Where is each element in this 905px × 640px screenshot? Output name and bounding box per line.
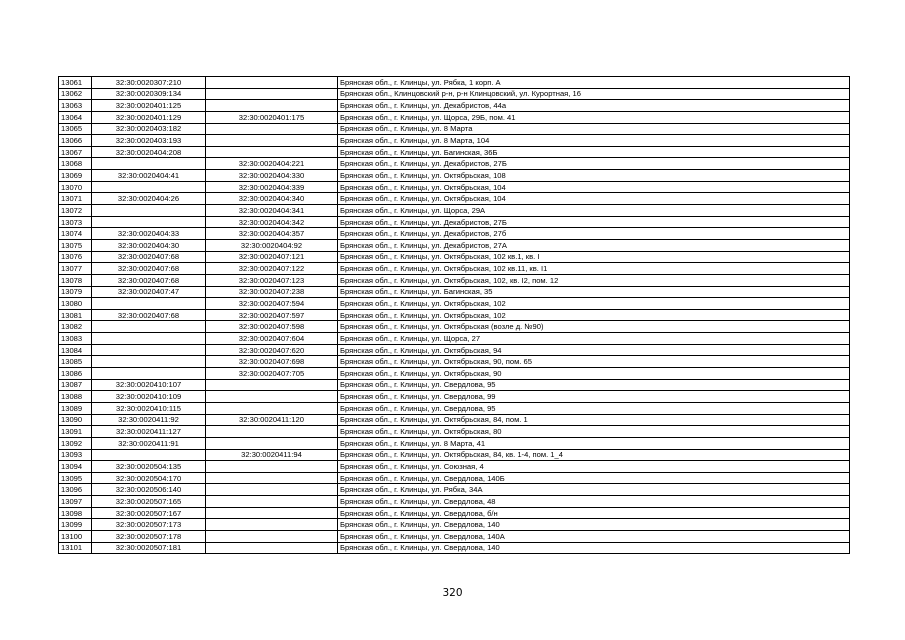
address-cell: Брянская обл., г. Клинцы, ул. Октябрьская, 108: [338, 170, 850, 182]
record-number-cell: 13089: [59, 402, 92, 414]
address-cell: Брянская обл., г. Клинцы, ул. Союзная, 4: [338, 461, 850, 473]
record-number-cell: 13090: [59, 414, 92, 426]
address-cell: Брянская обл., г. Клинцы, ул. 8 Марта: [338, 123, 850, 135]
address-cell: Брянская обл., г. Клинцы, ул. Щорса, 29А: [338, 205, 850, 217]
table-row: [59, 228, 850, 240]
cadastral-number-cell: 32:30:0020507:165: [92, 496, 206, 508]
record-number-cell: 13099: [59, 519, 92, 531]
cadastral-number-cell: 32:30:0020407:68: [92, 263, 206, 275]
table-row: [59, 100, 850, 112]
address-cell: Брянская обл., г. Клинцы, ул. Свердлова, 95: [338, 402, 850, 414]
record-number-cell: 13092: [59, 437, 92, 449]
table-row: [59, 426, 850, 438]
linked-cadastral-number-cell: 32:30:0020407:604: [206, 333, 338, 345]
record-number-cell: 13085: [59, 356, 92, 368]
cadastral-number-cell: 32:30:0020507:167: [92, 507, 206, 519]
cadastral-number-cell: 32:30:0020404:33: [92, 228, 206, 240]
cadastral-number-cell: 32:30:0020407:68: [92, 251, 206, 263]
record-number-cell: 13071: [59, 193, 92, 205]
table-row: [59, 298, 850, 310]
address-cell: Брянская обл., г. Клинцы, ул. Свердлова, 140А: [338, 530, 850, 542]
cadastral-number-cell: 32:30:0020403:193: [92, 135, 206, 147]
register-table-body: [59, 77, 850, 554]
linked-cadastral-number-cell: 32:30:0020404:357: [206, 228, 338, 240]
record-number-cell: 13073: [59, 216, 92, 228]
linked-cadastral-number-cell: [206, 507, 338, 519]
record-number-cell: 13075: [59, 239, 92, 251]
address-cell: Брянская обл., г. Клинцы, ул. Октябрьская, 104: [338, 181, 850, 193]
record-number-cell: 13062: [59, 88, 92, 100]
address-cell: Брянская обл., г. Клинцы, ул. 8 Марта, 104: [338, 135, 850, 147]
linked-cadastral-number-cell: 32:30:0020407:598: [206, 321, 338, 333]
linked-cadastral-number-cell: [206, 88, 338, 100]
cadastral-number-cell: 32:30:0020401:125: [92, 100, 206, 112]
record-number-cell: 13076: [59, 251, 92, 263]
address-cell: Брянская обл., г. Клинцы, ул. 8 Марта, 41: [338, 437, 850, 449]
address-cell: Брянская обл., г. Клинцы, ул. Щорса, 27: [338, 333, 850, 345]
address-cell: Брянская обл., г. Клинцы, ул. Октябрьская, 80: [338, 426, 850, 438]
cadastral-number-cell: [92, 205, 206, 217]
linked-cadastral-number-cell: 32:30:0020407:705: [206, 368, 338, 380]
cadastral-number-cell: 32:30:0020309:134: [92, 88, 206, 100]
record-number-cell: 13067: [59, 146, 92, 158]
linked-cadastral-number-cell: [206, 391, 338, 403]
linked-cadastral-number-cell: [206, 496, 338, 508]
address-cell: Брянская обл., г. Клинцы, ул. Октябрьская, 102: [338, 309, 850, 321]
linked-cadastral-number-cell: [206, 519, 338, 531]
record-number-cell: 13079: [59, 286, 92, 298]
record-number-cell: 13098: [59, 507, 92, 519]
record-number-cell: 13066: [59, 135, 92, 147]
cadastral-number-cell: 32:30:0020404:26: [92, 193, 206, 205]
table-row: [59, 484, 850, 496]
linked-cadastral-number-cell: [206, 135, 338, 147]
cadastral-number-cell: [92, 298, 206, 310]
address-cell: Брянская обл., г. Клинцы, ул. Октябрьская, 102 кв.1, кв. I: [338, 251, 850, 263]
table-row: [59, 414, 850, 426]
linked-cadastral-number-cell: 32:30:0020404:341: [206, 205, 338, 217]
cadastral-number-cell: [92, 181, 206, 193]
table-row: [59, 181, 850, 193]
table-row: [59, 193, 850, 205]
cadastral-number-cell: [92, 216, 206, 228]
address-cell: Брянская обл., г. Клинцы, ул. Октябрьская, 84, пом. 1: [338, 414, 850, 426]
linked-cadastral-number-cell: 32:30:0020404:339: [206, 181, 338, 193]
address-cell: Брянская обл., г. Клинцы, ул. Свердлова, 99: [338, 391, 850, 403]
table-row: [59, 158, 850, 170]
cadastral-number-cell: 32:30:0020410:109: [92, 391, 206, 403]
table-row: [59, 368, 850, 380]
address-cell: Брянская обл., г. Клинцы, ул. Рябка, 34А: [338, 484, 850, 496]
linked-cadastral-number-cell: 32:30:0020404:92: [206, 239, 338, 251]
cadastral-number-cell: [92, 333, 206, 345]
table-row: [59, 274, 850, 286]
record-number-cell: 13061: [59, 77, 92, 89]
cadastral-number-cell: 32:30:0020407:47: [92, 286, 206, 298]
linked-cadastral-number-cell: [206, 77, 338, 89]
table-row: [59, 321, 850, 333]
table-row: [59, 379, 850, 391]
address-cell: Брянская обл., г. Клинцы, ул. Декабристов, 27Б: [338, 158, 850, 170]
address-cell: Брянская обл., г. Клинцы, ул. Декабристов, 44а: [338, 100, 850, 112]
linked-cadastral-number-cell: 32:30:0020407:698: [206, 356, 338, 368]
table-row: [59, 205, 850, 217]
cadastral-number-cell: 32:30:0020404:41: [92, 170, 206, 182]
linked-cadastral-number-cell: [206, 461, 338, 473]
cadastral-register-table: [58, 76, 850, 554]
page-number: 320: [442, 587, 463, 599]
table-row: [59, 449, 850, 461]
cadastral-number-cell: 32:30:0020407:68: [92, 274, 206, 286]
linked-cadastral-number-cell: [206, 472, 338, 484]
table-row: [59, 309, 850, 321]
record-number-cell: 13087: [59, 379, 92, 391]
table-row: [59, 146, 850, 158]
cadastral-number-cell: 32:30:0020507:173: [92, 519, 206, 531]
address-cell: Брянская обл., г. Клинцы, ул. Октябрьская, 90: [338, 368, 850, 380]
table-row: [59, 437, 850, 449]
cadastral-number-cell: [92, 356, 206, 368]
record-number-cell: 13097: [59, 496, 92, 508]
address-cell: Брянская обл., г. Клинцы, ул. Свердлова, 140: [338, 519, 850, 531]
table-row: [59, 88, 850, 100]
address-cell: Брянская обл., г. Клинцы, ул. Октябрьская, 84, кв. 1-4, пом. 1_4: [338, 449, 850, 461]
cadastral-number-cell: 32:30:0020411:92: [92, 414, 206, 426]
table-row: [59, 542, 850, 554]
address-cell: Брянская обл., Клинцовский р-н, р-н Клинцовский, ул. Курортная, 16: [338, 88, 850, 100]
address-cell: Брянская обл., г. Клинцы, ул. Свердлова, 140: [338, 542, 850, 554]
address-cell: Брянская обл., г. Клинцы, ул. Багинская, 35: [338, 286, 850, 298]
record-number-cell: 13063: [59, 100, 92, 112]
cadastral-number-cell: 32:30:0020407:68: [92, 309, 206, 321]
table-row: [59, 461, 850, 473]
cadastral-number-cell: 32:30:0020504:170: [92, 472, 206, 484]
linked-cadastral-number-cell: [206, 437, 338, 449]
cadastral-number-cell: 32:30:0020507:181: [92, 542, 206, 554]
linked-cadastral-number-cell: 32:30:0020407:122: [206, 263, 338, 275]
linked-cadastral-number-cell: 32:30:0020411:120: [206, 414, 338, 426]
table-row: [59, 135, 850, 147]
table-row: [59, 111, 850, 123]
cadastral-number-cell: 32:30:0020410:107: [92, 379, 206, 391]
address-cell: Брянская обл., г. Клинцы, ул. Октябрьская, 90, пом. 65: [338, 356, 850, 368]
linked-cadastral-number-cell: 32:30:0020407:123: [206, 274, 338, 286]
record-number-cell: 13093: [59, 449, 92, 461]
address-cell: Брянская обл., г. Клинцы, ул. Октябрьская (возле д. №90): [338, 321, 850, 333]
linked-cadastral-number-cell: 32:30:0020407:121: [206, 251, 338, 263]
address-cell: Брянская обл., г. Клинцы, ул. Багинская, 36Б: [338, 146, 850, 158]
table-row: [59, 251, 850, 263]
record-number-cell: 13094: [59, 461, 92, 473]
record-number-cell: 13100: [59, 530, 92, 542]
address-cell: Брянская обл., г. Клинцы, ул. Октябрьская, 102, кв. I2, пом. 12: [338, 274, 850, 286]
record-number-cell: 13068: [59, 158, 92, 170]
linked-cadastral-number-cell: 32:30:0020404:221: [206, 158, 338, 170]
table-row: [59, 472, 850, 484]
record-number-cell: 13095: [59, 472, 92, 484]
table-row: [59, 123, 850, 135]
cadastral-number-cell: [92, 321, 206, 333]
address-cell: Брянская обл., г. Клинцы, ул. Октябрьская, 104: [338, 193, 850, 205]
linked-cadastral-number-cell: [206, 426, 338, 438]
linked-cadastral-number-cell: [206, 100, 338, 112]
linked-cadastral-number-cell: [206, 484, 338, 496]
linked-cadastral-number-cell: 32:30:0020404:342: [206, 216, 338, 228]
cadastral-number-cell: [92, 158, 206, 170]
cadastral-number-cell: 32:30:0020506:140: [92, 484, 206, 496]
linked-cadastral-number-cell: [206, 146, 338, 158]
cadastral-number-cell: [92, 344, 206, 356]
table-row: [59, 507, 850, 519]
record-number-cell: 13069: [59, 170, 92, 182]
address-cell: Брянская обл., г. Клинцы, ул. Свердлова, 95: [338, 379, 850, 391]
record-number-cell: 13088: [59, 391, 92, 403]
record-number-cell: 13072: [59, 205, 92, 217]
linked-cadastral-number-cell: 32:30:0020407:597: [206, 309, 338, 321]
address-cell: Брянская обл., г. Клинцы, ул. Декабристов, 27б: [338, 228, 850, 240]
linked-cadastral-number-cell: 32:30:0020407:238: [206, 286, 338, 298]
record-number-cell: 13084: [59, 344, 92, 356]
linked-cadastral-number-cell: 32:30:0020407:620: [206, 344, 338, 356]
cadastral-number-cell: 32:30:0020404:30: [92, 239, 206, 251]
address-cell: Брянская обл., г. Клинцы, ул. Свердлова, 48: [338, 496, 850, 508]
table-row: [59, 239, 850, 251]
record-number-cell: 13070: [59, 181, 92, 193]
table-row: [59, 402, 850, 414]
cadastral-number-cell: 32:30:0020307:210: [92, 77, 206, 89]
table-row: [59, 170, 850, 182]
cadastral-number-cell: 32:30:0020404:208: [92, 146, 206, 158]
linked-cadastral-number-cell: [206, 402, 338, 414]
address-cell: Брянская обл., г. Клинцы, ул. Декабристов, 27А: [338, 239, 850, 251]
address-cell: Брянская обл., г. Клинцы, ул. Свердлова, б/н: [338, 507, 850, 519]
table-row: [59, 496, 850, 508]
record-number-cell: 13086: [59, 368, 92, 380]
address-cell: Брянская обл., г. Клинцы, ул. Рябка, 1 корп. А: [338, 77, 850, 89]
linked-cadastral-number-cell: 32:30:0020407:594: [206, 298, 338, 310]
record-number-cell: 13091: [59, 426, 92, 438]
record-number-cell: 13077: [59, 263, 92, 275]
table-row: [59, 77, 850, 89]
linked-cadastral-number-cell: [206, 542, 338, 554]
address-cell: Брянская обл., г. Клинцы, ул. Щорса, 29Б, пом. 41: [338, 111, 850, 123]
record-number-cell: 13081: [59, 309, 92, 321]
record-number-cell: 13064: [59, 111, 92, 123]
address-cell: Брянская обл., г. Клинцы, ул. Октябрьская, 102 кв.11, кв. I1: [338, 263, 850, 275]
cadastral-number-cell: [92, 368, 206, 380]
cadastral-number-cell: 32:30:0020410:115: [92, 402, 206, 414]
record-number-cell: 13065: [59, 123, 92, 135]
address-cell: Брянская обл., г. Клинцы, ул. Свердлова, 140Б: [338, 472, 850, 484]
table-row: [59, 286, 850, 298]
record-number-cell: 13096: [59, 484, 92, 496]
record-number-cell: 13074: [59, 228, 92, 240]
table-row: [59, 530, 850, 542]
record-number-cell: 13083: [59, 333, 92, 345]
linked-cadastral-number-cell: [206, 530, 338, 542]
record-number-cell: 13078: [59, 274, 92, 286]
cadastral-number-cell: [92, 449, 206, 461]
table-row: [59, 263, 850, 275]
address-cell: Брянская обл., г. Клинцы, ул. Октябрьская, 94: [338, 344, 850, 356]
address-cell: Брянская обл., г. Клинцы, ул. Октябрьская, 102: [338, 298, 850, 310]
table-row: [59, 519, 850, 531]
cadastral-number-cell: 32:30:0020504:135: [92, 461, 206, 473]
table-row: [59, 356, 850, 368]
linked-cadastral-number-cell: [206, 123, 338, 135]
linked-cadastral-number-cell: 32:30:0020401:175: [206, 111, 338, 123]
record-number-cell: 13080: [59, 298, 92, 310]
cadastral-number-cell: 32:30:0020411:127: [92, 426, 206, 438]
cadastral-number-cell: 32:30:0020411:91: [92, 437, 206, 449]
linked-cadastral-number-cell: 32:30:0020404:340: [206, 193, 338, 205]
cadastral-number-cell: 32:30:0020403:182: [92, 123, 206, 135]
cadastral-number-cell: 32:30:0020507:178: [92, 530, 206, 542]
linked-cadastral-number-cell: [206, 379, 338, 391]
address-cell: Брянская обл., г. Клинцы, ул. Декабристов, 27Б: [338, 216, 850, 228]
record-number-cell: 13082: [59, 321, 92, 333]
record-number-cell: 13101: [59, 542, 92, 554]
table-row: [59, 344, 850, 356]
linked-cadastral-number-cell: 32:30:0020404:330: [206, 170, 338, 182]
linked-cadastral-number-cell: 32:30:0020411:94: [206, 449, 338, 461]
table-row: [59, 216, 850, 228]
table-row: [59, 391, 850, 403]
table-row: [59, 333, 850, 345]
cadastral-number-cell: 32:30:0020401:129: [92, 111, 206, 123]
